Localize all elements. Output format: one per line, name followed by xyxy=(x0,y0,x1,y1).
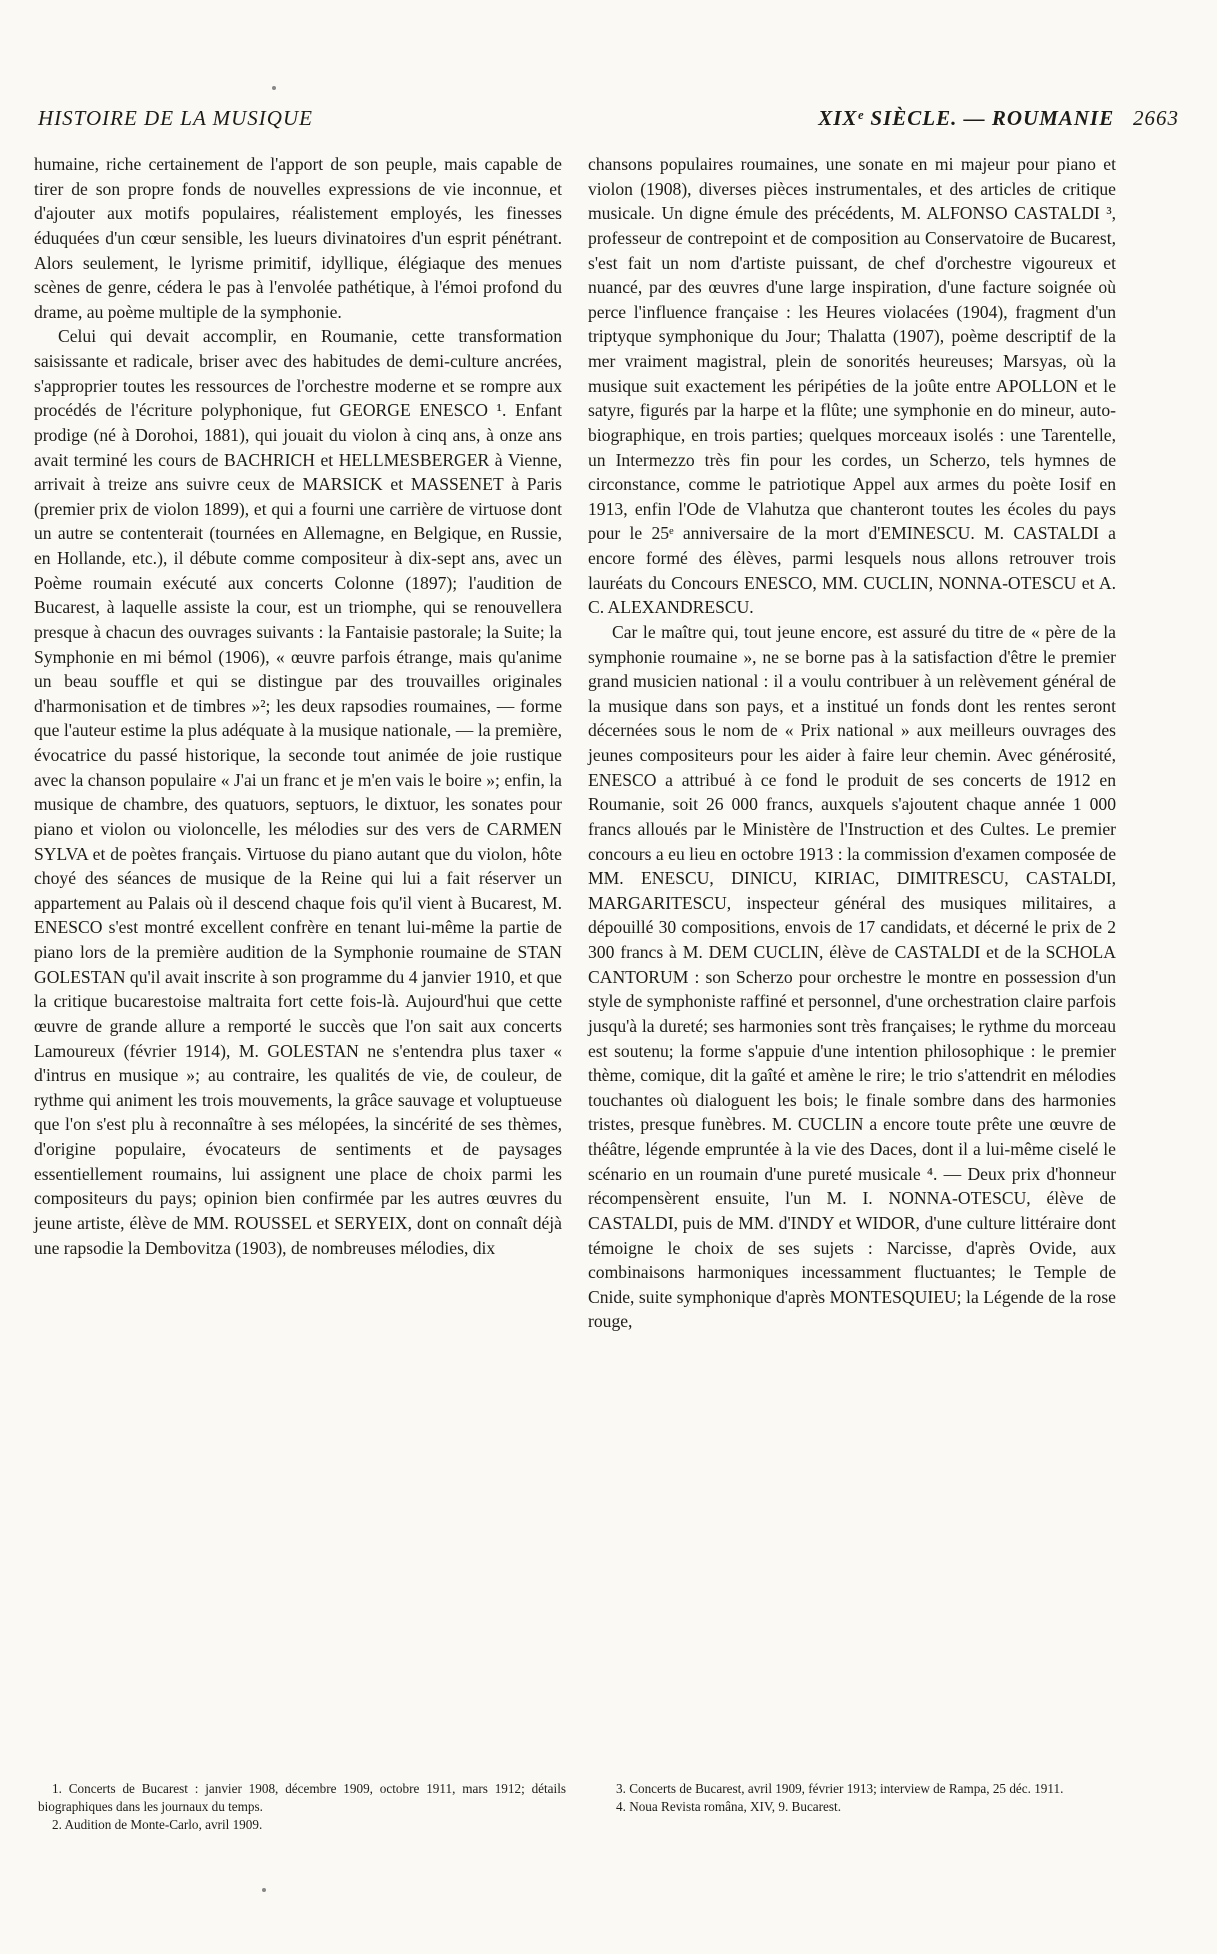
running-header xyxy=(38,106,1179,136)
footnote: 1. Concerts de Bucarest : janvier 1908, décembre 1909, octobre 1911, mars 1912; détails biographiques dans les journaux du temps. xyxy=(38,1781,566,1814)
footnote: 4. Noua Revista româna, XIV, 9. Bucarest. xyxy=(616,1799,841,1814)
header-section-title: XIXᵉ SIÈCLE. — ROUMANIE xyxy=(818,106,1115,130)
footnotes-left xyxy=(38,1780,566,1834)
paragraph: humaine, riche certainement de l'apport de son peuple, mais capable de tirer de son propre fonds de nouvelles expressions de vie inconnue, et d'ajouter aux motifs populaires, réalistement employés, les finesses éduquées d'un cœur sensible, les lueurs divinatoires d'un esprit pénétrant. Alors seulement, le lyrisme primitif, idyllique, élégiaque des menues scènes de genre, cédera le pas à l'envolée pathétique, à l'émoi profond du drame, au poème multiple de la symphonie. xyxy=(34,154,562,322)
paragraph: Car le maître qui, tout jeune encore, est assuré du titre de « père de la symphonie roumaine », ne se borne pas à la satisfaction d'être le premier grand musicien national : il a voulu contribuer à un relèvement général de la musique dans son pays, et a institué un fonds dont les rentes seront décernées sous le nom de « Prix national » aux meilleurs ouvrages des jeunes compositeurs pour les aider à faire leur chemin. Avec générosité, ENESCO a attribué à ce fond le produit de ses concerts de 1912 en Roumanie, soit 26 000 francs, auxquels s'ajoutent chaque année 1 000 francs alloués par le Ministère de l'Instruction et des Cultes. Le premier concours a eu lieu en octobre 1913 : la commission d'examen composée de MM. ENESCU, DINICU, KIRIAC, DIMITRESCU, CASTALDI, MARGARITESCU, inspecteur général des musiques militaires, a dépouillé 30 compositions, envois de 17 candidats, et décerné le prix de 2 300 francs à M. DEM CUCLIN, élève de CASTALDI et de la SCHOLA CANTORUM : son Scherzo pour orchestre le montre en possession d'un style de symphoniste raffiné et personnel, d'une orchestration claire parfois jusqu'à la dureté; ses harmonies sont très françaises; le rythme du morceau est soutenu; la forme s'appuie d'une intention philosophique : le premier thème, comique, dit la gaîté et amène le rire; le trio s'attendrit en mélodies touchantes où dialoguent les bois; le finale sombre dans des harmonies tristes, presque funèbres. M. CUCLIN a encore toute prête une œuvre de théâtre, légende empruntée à la vie des Daces, dont il a lui-même ciselé le scénario en un roumain d'une pureté musicale ⁴. — Deux prix d'honneur récompensèrent ensuite, l'un M. I. NONNA-OTESCU, élève de CASTALDI, puis de MM. d'INDY et WIDOR, d'une culture littéraire dont témoigne le choix de ses sujets : Narcisse, d'après Ovide, aux combinaisons harmoniques incessamment fluctuantes; le Temple de Cnide, suite symphonique d'après MONTESQUIEU; la Légende de la rose rouge, xyxy=(588,621,1116,1332)
header-title: HISTOIRE DE LA MUSIQUE xyxy=(38,106,313,130)
paragraph: Celui qui devait accomplir, en Roumanie, cette transformation saisissante et radicale, briser avec des habitudes de demi-culture ancrées, s'approprier toutes les ressources de l'orchestre moderne et se rompre aux procédés de l'écriture polyphonique, fut GEORGE ENESCO ¹. Enfant prodige (né à Dorohoi, 1881), qui jouait du violon à cinq ans, à onze ans avait terminé les cours de BACHRICH et HELLMESBERGER à Vienne, arrivait à treize ans suivre ceux de MARSICK et MASSENET à Paris (premier prix de violon 1899), et qui a fourni une carrière de virtuose dont un autre se contenterait (tournées en Allemagne, en Belgique, en Russie, en Hollande, etc.), il débute comme compositeur à dix-sept ans, avec un Poème roumain exécuté aux concerts Colonne (1897); l'audition de Bucarest, à laquelle assiste la cour, est un triomphe, qui se renouvellera presque à chacun des ouvrages suivants : la Fantaisie pastorale; la Suite; la Symphonie en mi bémol (1906), « œuvre parfois étrange, mais qu'anime un beau souffle et qui se distingue par des trouvailles originales d'harmonisation et de timbres »²; les deux rapsodies roumaines, — forme que l'auteur estime la plus adéquate à la musique nationale, — la première, évocatrice du passé historique, la seconde tout animée de joie rustique avec la chanson populaire « J'ai un franc et je m'en vais le boire »; enfin, la musique de chambre, des quatuors, septuors, le dixtuor, les sonates pour piano et violon ou violoncelle, les mélodies sur des vers de CARMEN SYLVA et de poètes français. Virtuose du piano autant que du violon, hôte choyé des séances de musique de la Reine qui lui a fait réserver un appartement au Palais où il descend chaque fois qu'il vient à Bucarest, M. ENESCO s'est montré excellent confrère en tenant lui-même la partie de piano lors de la première audition de la Symphonie roumaine de STAN GOLESTAN qu'il avait inscrite à son programme du 4 janvier 1910, et que la critique bucarestoise maltraita fort cette fois-là. Aujourd'hui que cette œuvre de grande allure a remporté le succès que l'on sait aux concerts Lamoureux (février 1914), M. GOLESTAN ne s'entendra plus taxer « d'intrus en musique »; au contraire, les qualités de vie, de couleur, de rythme qui animent les trois mouvements, la grâce sauvage et voluptueuse que l'on s'est plu à reconnaître à ses mélopées, la sincérité de ses thèmes, d'origine populaire, évocateurs de sentiments et de paysages essentiellement roumains, lui assignent une place de choix parmi les compositeurs du pays; opinion bien confirmée par les autres œuvres du jeune artiste, élève de MM. ROUSSEL et SERYEIX, dont on connaît déjà une rapsodie la Dembovitza (1903), de nombreuses mélodies, dix xyxy=(34,326,562,1258)
paragraph: chansons populaires roumaines, une sonate en mi majeur pour piano et violon (1908), diverses pièces instrumentales, et des articles de critique musicale. Un digne émule des précédents, M. ALFONSO CASTALDI ³, professeur de contrepoint et de composition au Conservatoire de Bucarest, s'est fait un nom d'artiste puissant, de chef d'orchestre vigoureux et nuancé, par des œuvres d'une large inspiration, d'une facture soignée où perce l'influence française : les Heures violacées (1904), fragment d'un triptyque symphonique du Jour; Thalatta (1907), poème descriptif de la mer vraiment magistral, plein de sonorités heureuses; Marsyas, où la musique suit exactement les péripéties de la joûte entre APOLLON et le satyre, figurés par la harpe et la flûte; une symphonie en do mineur, auto-biographique, en trois parties; quelques morceaux isolés : une Tarentelle, un Intermezzo très fin pour les cordes, un Scherzo, tels hymnes de circonstance, comme le patriotique Appel aux armes du poète Iosif en 1913, enfin l'Ode de Vlahutza que chanteront toutes les écoles du pays pour le 25ᵉ anniversaire de la mort d'EMINESCU. M. CASTALDI a encore formé des élèves, parmi lesquels nous allons retrouver trois lauréats du Concours ENESCO, MM. CUCLIN, NONNA-OTESCU et A. C. ALEXANDRESCU. xyxy=(588,154,1116,618)
footnotes-right xyxy=(602,1780,1112,1816)
column-left xyxy=(34,152,562,1260)
footnote: 2. Audition de Monte-Carlo, avril 1909. xyxy=(52,1817,263,1832)
bottom-speck xyxy=(262,1888,266,1892)
header-section xyxy=(818,106,1179,131)
column-right xyxy=(588,152,1116,1334)
footnote: 3. Concerts de Bucarest, avril 1909, février 1913; interview de Rampa, 25 déc. 1911. xyxy=(616,1781,1064,1796)
top-speck xyxy=(272,86,276,90)
page-number: 2663 xyxy=(1133,106,1179,130)
